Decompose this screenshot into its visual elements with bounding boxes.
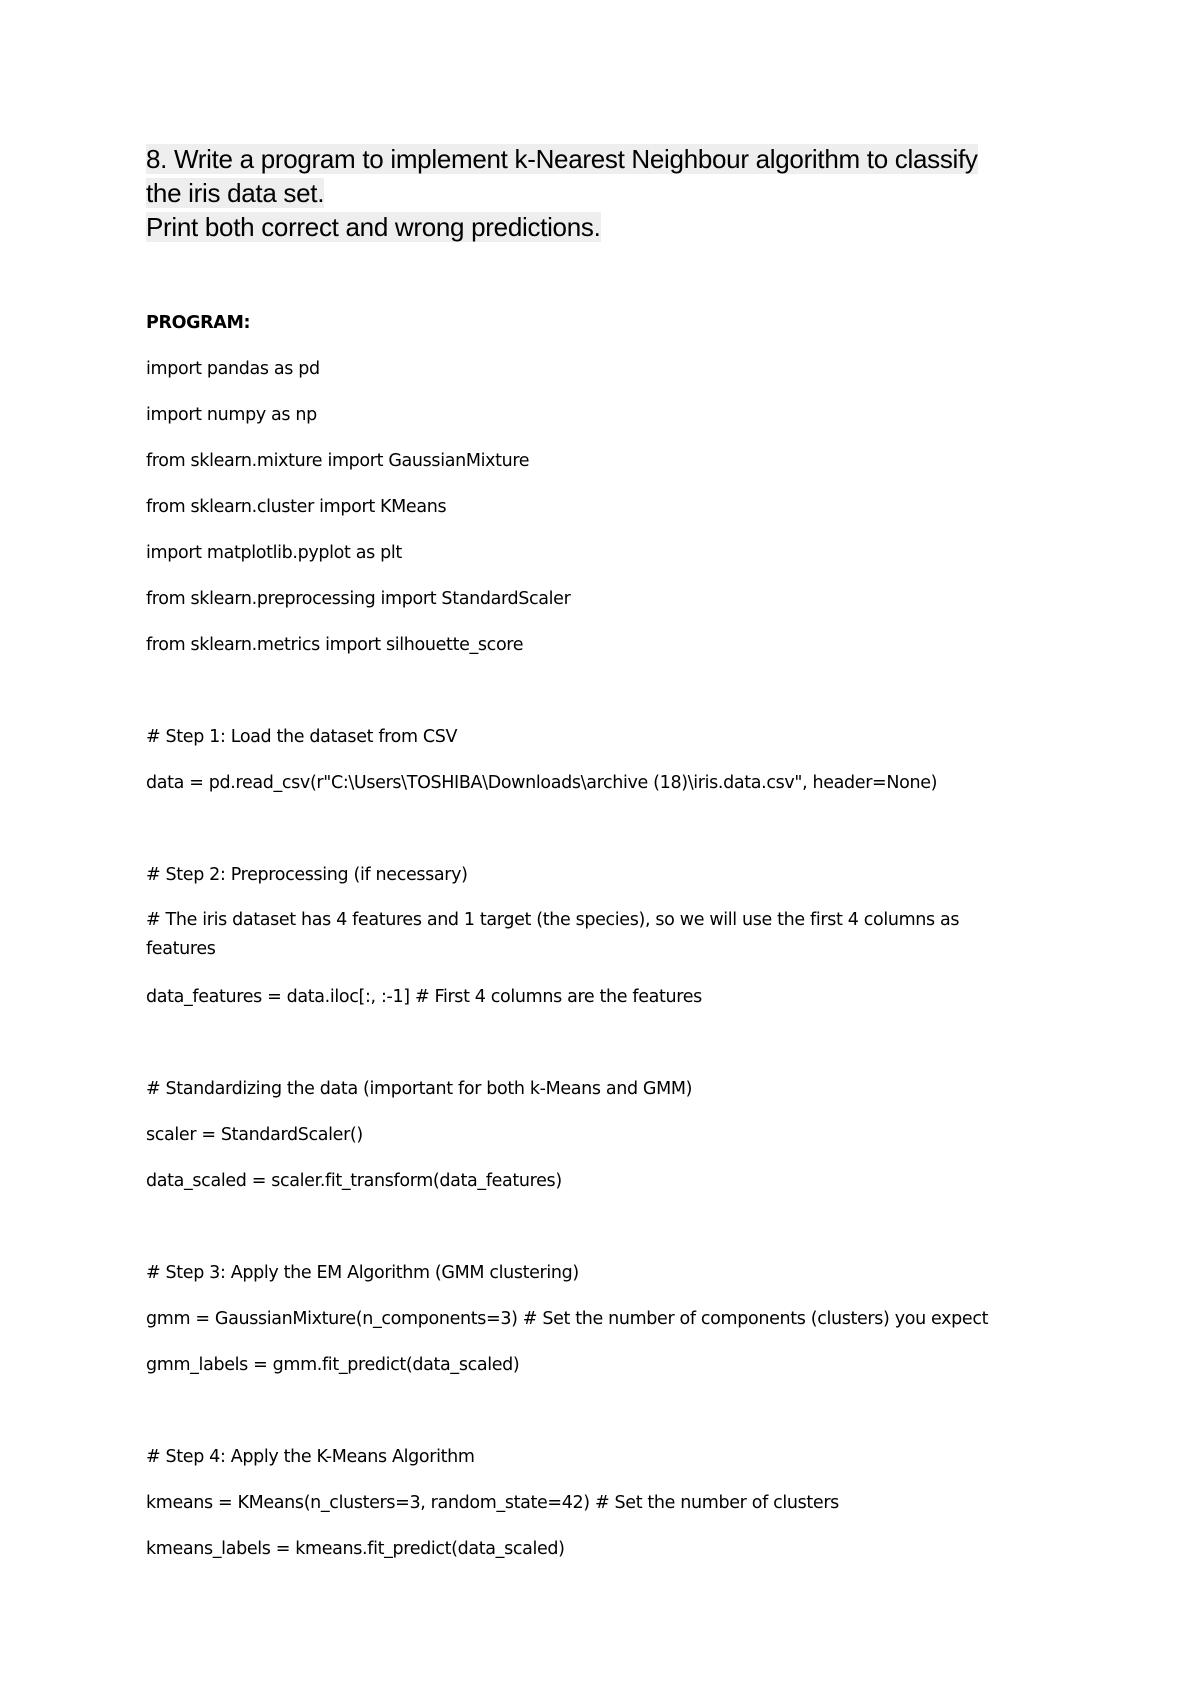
heading-line-text: 8. Write a program to implement k-Nearest Neighbour algorithm to classify xyxy=(146,144,978,174)
code-comment: # Step 4: Apply the K-Means Algorithm xyxy=(146,1447,475,1467)
heading-line-text: Print both correct and wrong predictions. xyxy=(146,212,601,242)
code-line: kmeans = KMeans(n_clusters=3, random_state=42) # Set the number of clusters xyxy=(146,1493,839,1513)
heading-line-text: the iris data set. xyxy=(146,178,325,208)
code-line: import pandas as pd xyxy=(146,359,320,379)
code-line: kmeans_labels = kmeans.fit_predict(data_scaled) xyxy=(146,1539,565,1559)
code-line: data_features = data.iloc[:, :-1] # First 4 columns are the features xyxy=(146,987,702,1007)
code-line: data_scaled = scaler.fit_transform(data_features) xyxy=(146,1171,562,1191)
code-line: gmm = GaussianMixture(n_components=3) # Set the number of components (clusters) you expect xyxy=(146,1309,989,1329)
code-comment: # Step 2: Preprocessing (if necessary) xyxy=(146,865,468,885)
code-line: gmm_labels = gmm.fit_predict(data_scaled) xyxy=(146,1355,520,1375)
code-line: data = pd.read_csv(r"C:\Users\TOSHIBA\Downloads\archive (18)\iris.data.csv", header=None) xyxy=(146,773,938,793)
code-line: from sklearn.cluster import KMeans xyxy=(146,497,447,517)
heading-line xyxy=(146,142,1046,176)
question-heading xyxy=(146,142,1046,244)
heading-line xyxy=(146,176,1046,210)
code-comment: # Step 3: Apply the EM Algorithm (GMM clustering) xyxy=(146,1263,579,1283)
code-comment: # Step 1: Load the dataset from CSV xyxy=(146,727,458,747)
code-comment: # The iris dataset has 4 features and 1 target (the species), so we will use the first 4 columns as features xyxy=(146,910,960,959)
code-line: scaler = StandardScaler() xyxy=(146,1125,363,1145)
code-line: from sklearn.preprocessing import StandardScaler xyxy=(146,589,571,609)
program-label: PROGRAM: xyxy=(146,313,251,333)
code-line: from sklearn.mixture import GaussianMixture xyxy=(146,451,530,471)
code-comment: # Standardizing the data (important for both k-Means and GMM) xyxy=(146,1079,693,1099)
code-line: import numpy as np xyxy=(146,405,317,425)
heading-line xyxy=(146,210,1046,244)
code-line: import matplotlib.pyplot as plt xyxy=(146,543,402,563)
code-line: from sklearn.metrics import silhouette_score xyxy=(146,635,524,655)
